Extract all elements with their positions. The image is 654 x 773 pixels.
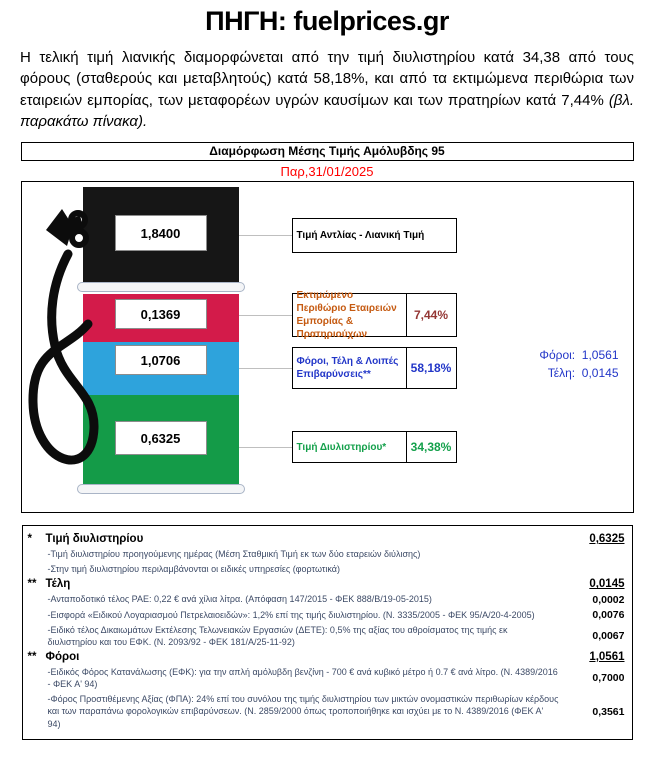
total-label: Τιμή Αντλίας - Λιανική Τιμή — [296, 230, 425, 242]
chart-date: Παρ,31/01/2025 — [280, 164, 374, 180]
taxes-label: Φόροι, Τέλη & Λοιπές Επιβαρύνσεις** — [296, 356, 399, 381]
refinery-label: Τιμή Διυλιστηρίου* — [296, 441, 387, 453]
margin-label-box — [292, 290, 457, 341]
subrow-text: -Ειδικό τέλος Δικαιωμάτων Εκτέλεσης Τελωνειακών Εργασιών (ΔΕΤΕ): 0,5% της αξίας του αθροίσματος της τιμής εκ διυλιστηρίου και του ΕΦΚ. (Ν. 2093/92 - ΦΕΚ 181/Α/25-11-92) — [47, 624, 508, 647]
page-title: ΠΗΓΗ: fuelprices.gr — [205, 6, 449, 36]
fuelprices-report-page — [0, 6, 654, 740]
refinery-value-box — [115, 421, 207, 455]
connector-line-refinery — [239, 447, 292, 448]
taxes-breakdown-note — [539, 346, 618, 382]
footnote-subrow — [28, 693, 625, 729]
row-label: Τέλη — [45, 578, 71, 591]
subrow-value: 0,0067 — [592, 629, 625, 642]
row-value: 1,0561 — [589, 651, 625, 664]
subrow-value: 0,0076 — [592, 608, 625, 621]
row-label: Τιμή διυλιστηρίου — [45, 533, 144, 546]
intro-italic-note: (βλ. παρακάτω πίνακα). — [20, 91, 634, 130]
refinery-value: 0,6325 — [140, 430, 181, 446]
subrow-value: 0,3561 — [592, 705, 625, 718]
row-marker: * — [27, 533, 32, 546]
pump-chart — [21, 181, 634, 513]
footnote-subrow — [28, 624, 625, 648]
chart-title-box — [21, 142, 634, 161]
taxes-label-box — [292, 347, 457, 389]
chart-title: Διαμόρφωση Μέσης Τιμής Αμόλυβδης 95 — [209, 144, 445, 159]
footnote-row-refinery — [28, 533, 625, 545]
foroi-note-label: Φόροι: — [539, 348, 576, 363]
subrow-value: 0,0002 — [592, 593, 625, 606]
subrow-text: -Ανταποδοτικό τέλος ΡΑΕ: 0,22 € ανά χίλια λίτρα. (Απόφαση 147/2015 - ΦΕΚ 888/Β/19-05-2015) — [47, 594, 432, 605]
subrow-text: -Τιμή διυλιστηρίου προηγούμενης ημέρας (Μέση Σταθμική Τιμή εκ των δύο εταρειών διύλισης) — [47, 549, 421, 560]
row-value: 0,0145 — [589, 578, 625, 591]
footnote-subrow — [28, 563, 625, 575]
margin-value-box — [115, 299, 207, 329]
row-value: 0,6325 — [589, 533, 625, 546]
subrow-text: -Ειδικός Φόρος Κατανάλωσης (ΕΦΚ): για την απλή αμόλυβδη βενζίνη - 700 € ανά κυβικό μέτρο ή 0.7 € ανά λίτρο. (Ν. 4389/2016 - ΦΕΚ Α' 94) — [47, 667, 558, 690]
refinery-label-box — [292, 431, 457, 463]
taxes-percent: 58,18% — [406, 348, 456, 388]
footnote-subrow — [28, 666, 625, 690]
intro-text: Η τελική τιμή λιανικής διαμορφώνεται από την τιμή διυλιστηρίου κατά 34,38 από τους φόρους (σταθερούς και μεταβλητούς) κατά 58,18%, και από τα εκτιμώμενα περιθώρια των εταιρειών εμπορίας, των μεταφορέων υγρών καυσίμων και των πρατηρίων κατά 7,44% — [20, 49, 634, 109]
foroi-note-line — [539, 346, 618, 364]
foroi-note-value: 1,0561 — [581, 348, 619, 363]
footnote-subrow — [28, 548, 625, 560]
refinery-percent: 34,38% — [406, 432, 456, 462]
margin-label: Εκτιμώμενο Περιθώριο Εταιρειών Εμπορίας & Πρατηριούχων — [296, 290, 397, 341]
total-label-box — [292, 218, 457, 253]
subrow-text: -Στην τιμή διυλιστηρίου περιλαμβάνονται οι ειδικές υπηρεσίες (φορτωτικά) — [47, 564, 340, 575]
teli-note-value: 0,0145 — [581, 366, 619, 381]
row-marker: ** — [27, 578, 37, 591]
margin-value: 0,1369 — [140, 306, 181, 322]
footnote-subrow — [28, 593, 625, 605]
total-value-box — [115, 215, 207, 251]
footnotes-table — [22, 525, 633, 740]
subrow-text: -Φόρος Προστιθέμενης Αξίας (ΦΠΑ): 24% επί του συνόλου της τιμής διυλιστηρίου των μικτών ονομαστικών περιθωρίων κέρδους και των παραπάνω φορολογικών επιβαρύνσεων. (Ν. 2859/2000 όπως τροποποιήθηκε και ισχύει με το Ν. 4389/2016 (ΦΕΚ Α' 94) — [47, 694, 559, 729]
footnote-row-foroi — [28, 651, 625, 663]
connector-line-taxes — [239, 368, 292, 369]
margin-percent: 7,44% — [406, 294, 456, 336]
row-label: Φόροι — [45, 651, 80, 664]
taxes-value-box — [115, 345, 207, 375]
row-marker: ** — [27, 651, 37, 664]
total-value: 1,8400 — [140, 225, 181, 241]
footnote-row-teli — [28, 578, 625, 590]
subrow-value: 0,7000 — [592, 672, 625, 685]
teli-note-label: Τέλη: — [547, 366, 576, 381]
intro-paragraph — [20, 47, 634, 132]
connector-line-margin — [239, 315, 292, 316]
connector-line-total — [239, 235, 292, 236]
subrow-text: -Εισφορά «Ειδικού Λογαριασμού Πετρελαιοειδών»: 1,2% επί της τιμής διυλιστηρίου. (Ν. 3335/2005 - ΦΕΚ 95/Α/20-4-2005) — [47, 609, 535, 620]
teli-note-line — [539, 364, 618, 382]
hose-path — [32, 254, 93, 460]
footnote-subrow — [28, 609, 625, 621]
taxes-value: 1,0706 — [140, 352, 181, 368]
